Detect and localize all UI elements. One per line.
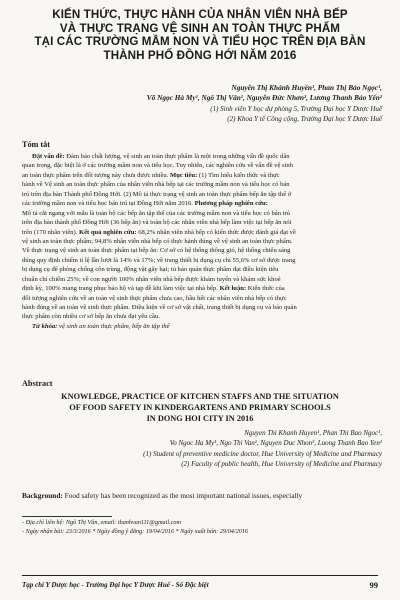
abstract-line: đúng quy định chiếm tỉ lệ lần lượt là 14% và 17%; về trang thiết bị dụng cụ chỉ 55,6% cơ sở được trang [22, 256, 296, 264]
abstract-line: thực phẩm còn nhiều cơ sở bếp ăn chưa đạt yêu cầu. [22, 313, 160, 321]
results-label: Kết quả nghiên cứu: [78, 228, 137, 236]
title-line: VÀ THỰC TRẠNG VỆ SINH AN TOÀN THỰC PHẨM [59, 21, 341, 35]
affiliation-line: (1) Student of preventive medicine doctor, Hue University of Medicine and Pharmacy [143, 450, 382, 458]
abstract-line: Mô tả cắt ngang với mẫu là toàn bộ các bếp ăn tập thể của các trường mầm non và tiểu học có bán trú [22, 209, 290, 217]
title-line: KIẾN THỨC, THỰC HÀNH CỦA NHÂN VIÊN NHÀ BẾP [52, 8, 348, 21]
title-line: IN DONG HOI CITY IN 2016 [146, 414, 254, 424]
vietnamese-abstract [22, 152, 380, 331]
abstract-line: các trường mầm non và tiểu học bán trú tại Đồng Hới năm 2016. Phương pháp nghiên cứu: [22, 200, 268, 208]
abstract-line: vệ sinh an toàn thực phẩm; 94,8% nhân viên nhà bếp có thực hành đúng về vệ sinh an toàn thực phẩm. [22, 237, 293, 245]
english-title [22, 391, 378, 425]
english-authors [22, 428, 382, 448]
footnote-contact: - Địa chỉ liên hệ: Ngô Thị Vân, email: thanhvan111@gmail.com [22, 519, 181, 526]
keywords: vệ sinh an toàn thực phẩm, bếp ăn tập thể [57, 322, 170, 330]
page-number: 99 [369, 580, 378, 590]
background-label-en: Background: [22, 491, 63, 500]
vietnamese-title [22, 8, 378, 62]
title-line: KNOWLEDGE, PRACTICE OF KITCHEN STAFFS AND THE SITUATION [61, 392, 339, 401]
author-line: Võ Ngọc Hà My¹, Ngô Thị Vân¹, Nguyễn Đức Nhơn², Lương Thanh Bảo Yến² [146, 93, 382, 102]
english-affiliations [22, 449, 382, 470]
footnote-divider [22, 516, 112, 517]
background-label: Đặt vấn đề: [32, 153, 65, 160]
author-line: Vo Ngoc Ha My¹, Ngo Thi Van¹, Nguyen Duc Nhon², Luong Thanh Bao Yen² [169, 439, 382, 447]
footnote-dates: - Ngày nhận bài: 23/3/2016 * Ngày đồng ý đăng: 19/04/2016 * Ngày xuất bản: 29/04/2016 [22, 527, 248, 535]
journal-name: Tạp chí Y Dược học - Trường Đại học Y Dược Huế - Số Đặc biệt [22, 581, 209, 589]
author-line: Nguyễn Thị Khánh Huyền¹, Phan Thị Bảo Ngọc¹, [231, 83, 382, 92]
abstract-line: định kỳ, 100% mang trang phục bảo hộ và tạp dề khi làm việc tại nhà bếp. Kết luận: Kiến thức của [22, 285, 285, 293]
author-line: Nguyen Thi Khanh Huyen¹, Phan Thi Bao Ngoc¹, [244, 429, 382, 437]
title-line: OF FOOD SAFETY IN KINDERGARTENS AND PRIMARY SCHOOLS [69, 403, 331, 413]
abstract-line: trú trên địa bàn Thành phố Đồng Hới. (2) Mô tả thực trạng vệ sinh an toàn thực phẩm bếp ăn tập thể ở [22, 190, 292, 198]
abstract-line: hành về Vệ sinh an toàn thực phẩm của nhân viên nhà bếp tại các trường mầm non và tiểu học có bán [22, 181, 290, 189]
abstract-line: hành đúng về an toàn vệ sinh thực phẩm. Điều kiện về cơ sở vật chất, trang thiết bị dụng cụ và bảo quản [22, 304, 297, 311]
abstract-line: quan trọng, đặc biệt là ở các trường mầm non và tiểu học. Tuy nhiên, các nghiên cứu về vấn đề vệ sinh [22, 162, 294, 170]
abstract-line: trên (170 nhân viên). Kết quả nghiên cứu: 68,2% nhân viên nhà bếp có kiến thức được đánh giá đạt về [22, 228, 296, 236]
abstract-line: chuẩn chỉ chiếm 25%; về con người 100% nhân viên nhà bếp được khám tuyển và khám sức khoẻ [22, 275, 281, 283]
english-background-line: Background: Food safety has been recognized as the most important national issues, especially [22, 491, 303, 500]
affiliation-line: (1) Sinh viên Y học dự phòng 5, Trường Đại học Y Dược Huế [210, 105, 382, 113]
conclusion-label: Kết luận: [219, 285, 247, 293]
title-line: THÀNH PHỐ ĐỒNG HỚI NĂM 2016 [103, 48, 297, 62]
keywords-label: Từ khóa: [32, 322, 58, 330]
objective-label: Mục tiêu: [169, 171, 198, 179]
vietnamese-affiliations [22, 104, 382, 124]
title-line: TẠI CÁC TRƯỜNG MẦM NON VÀ TIỂU HỌC TRÊN ĐỊA BÀN [34, 35, 366, 48]
summary-heading: Tóm tắt [22, 140, 50, 149]
abstract-line: an toàn thực phẩm trên đối tượng này chưa được nhiều. Mục tiêu: (1) Tìm hiểu kiến thức và thực [22, 171, 280, 179]
vietnamese-authors [22, 83, 382, 103]
methods-label: Phương pháp nghiên cứu: [194, 200, 268, 208]
abstract-line: bị dụng cụ để phòng chống côn trùng, động vật gây hại; tủ bảo quản thực phẩm đạt điều kiện tiêu [22, 266, 279, 274]
abstract-line: trên địa bàn thành phố Đồng Hới (36 bếp ăn) và toàn bộ các nhân viên nhà bếp làm việc tại bếp ăn nói [22, 219, 292, 227]
footnotes [22, 519, 382, 536]
page-footer [22, 581, 378, 593]
affiliation-line: (2) Faculty of public health, Hue University of Medicine and Pharmacy [181, 460, 382, 469]
abstract-line: Đặt vấn đề: Đảm bảo chất lượng, vệ sinh an toàn thực phẩm là một trong những vấn đề quốc dân [32, 153, 290, 160]
footer-divider [22, 575, 378, 576]
affiliation-line: (2) Khoa Y tế Công cộng, Trường Đại học Y Dược Huế [227, 115, 382, 123]
abstract-heading: Abstract [22, 379, 53, 388]
abstract-line: đối tượng nghiên cứu về an toàn vệ sinh thực phẩm chưa cao, hầu hết các nhân viên nhà bếp có thực [22, 294, 287, 302]
keywords-line [22, 322, 380, 331]
abstract-line: Về thực trạng vệ sinh an toàn thực phẩm tại bếp ăn: Cơ sở có hệ thống thông gió, hệ thống chiếu sáng [22, 247, 291, 255]
